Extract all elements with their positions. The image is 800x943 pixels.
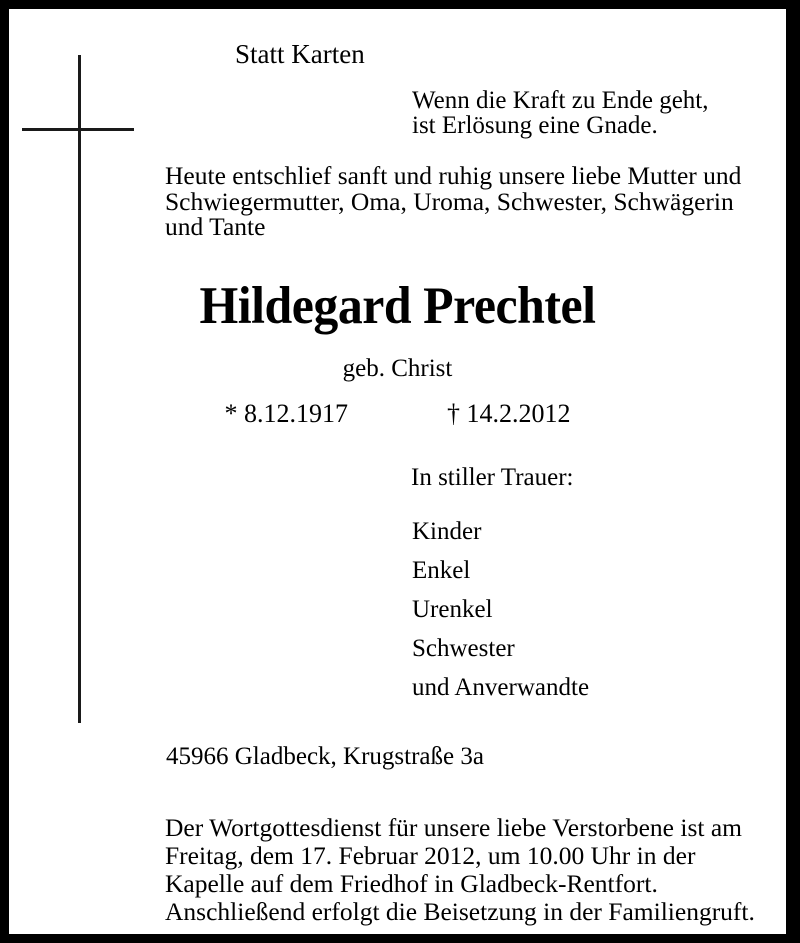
verse-line-1: Wenn die Kraft zu Ende geht, xyxy=(412,87,709,114)
deceased-name: Hildegard Prechtel xyxy=(199,277,596,335)
death-date: † 14.2.2012 xyxy=(447,399,571,428)
maiden-name: geb. Christ xyxy=(342,355,453,382)
intro-line-2: Schwiegermutter, Oma, Uroma, Schwester, Schwägerin xyxy=(165,186,734,216)
service-line-3: Kapelle auf dem Friedhof in Gladbeck-Rentfort. xyxy=(165,869,658,898)
cross-horizontal-bar xyxy=(22,128,134,131)
life-dates-row xyxy=(9,399,786,429)
service-line-2: Freitag, dem 17. Februar 2012, um 10.00 Uhr in der xyxy=(165,841,696,870)
mourner-item: Enkel xyxy=(412,557,471,584)
intro-line-1: Heute entschlief sanft und ruhig unsere liebe Mutter und xyxy=(165,161,742,190)
service-line-1: Der Wortgottesdienst für unsere liebe Verstorbene ist am xyxy=(165,813,742,842)
service-line-4: Anschließend erfolgt die Beisetzung in der Familiengruft. xyxy=(165,897,755,926)
cross-vertical-bar xyxy=(78,55,81,723)
mourner-item: Schwester xyxy=(412,635,515,662)
mourners-list xyxy=(412,512,589,707)
notice-paper xyxy=(9,9,786,934)
verse-block xyxy=(412,88,708,138)
mourner-item: und Anverwandte xyxy=(412,674,590,701)
mourner-item: Kinder xyxy=(412,518,482,545)
statt-karten-heading: Statt Karten xyxy=(235,39,365,69)
intro-line-3: und Tante xyxy=(165,212,266,241)
mourner-item: Urenkel xyxy=(412,596,493,623)
mourners-heading: In stiller Trauer: xyxy=(411,464,574,491)
birth-date: * 8.12.1917 xyxy=(224,399,348,428)
service-details xyxy=(165,814,755,926)
postal-address: 45966 Gladbeck, Krugstraße 3a xyxy=(166,743,484,770)
verse-line-2: ist Erlösung eine Gnade. xyxy=(412,112,658,139)
intro-paragraph xyxy=(165,163,741,240)
